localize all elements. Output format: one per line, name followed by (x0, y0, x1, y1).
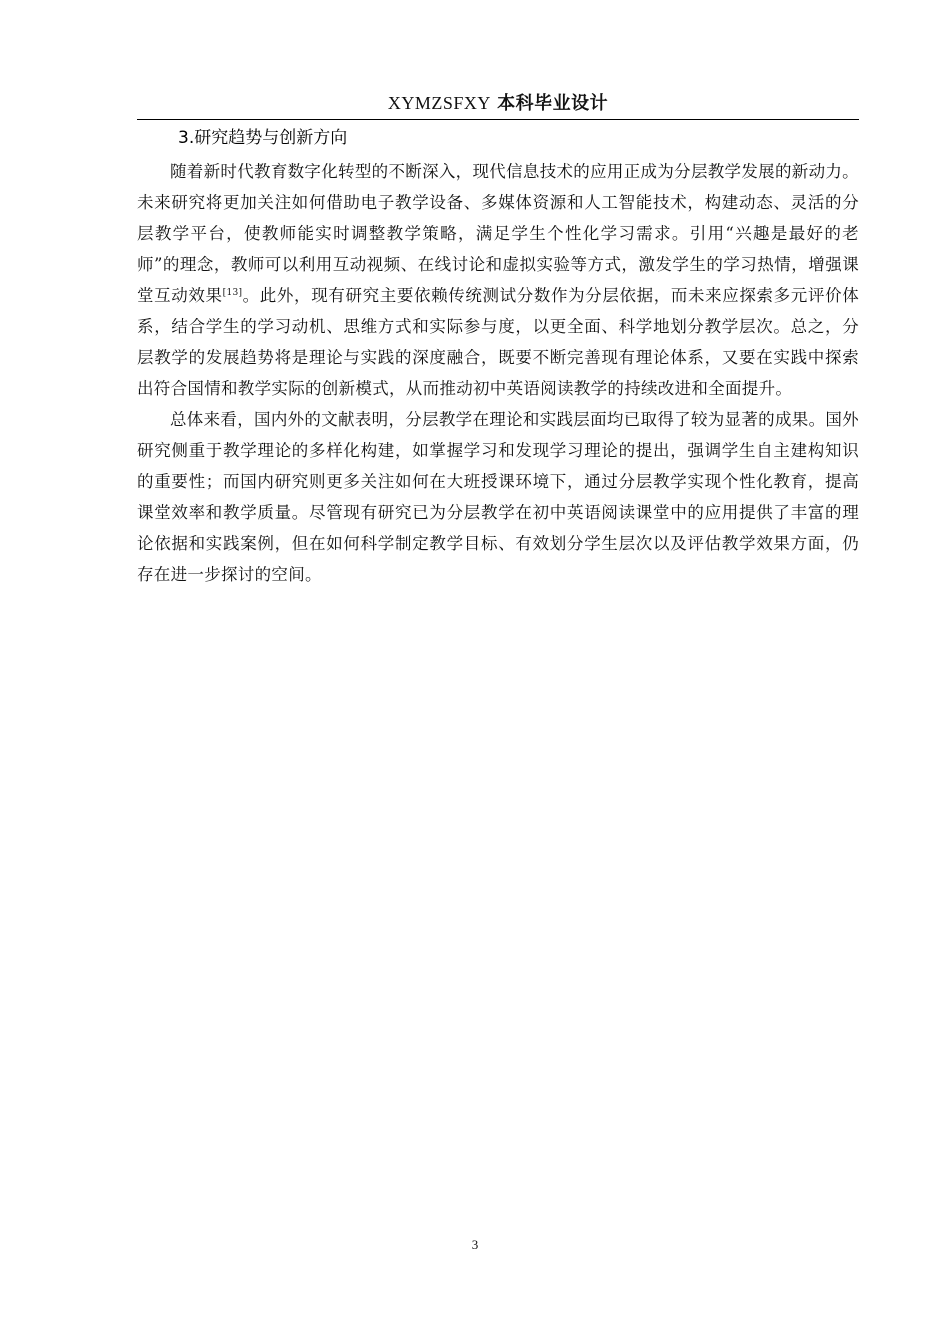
paragraph-1-text: 随着新时代教育数字化转型的不断深入，现代信息技术的应用正成为分层教学发展的新动力。未来研究将更加关注如何借助电子教学设备、多媒体资源和人工智能技术，构建动态、灵活的分层教学平台，使教师能实时调整教学策略，满足学生个性化学习需求。引用“兴趣是最好的老师”的理念，教师可以利用互动视频、在线讨论和虚拟实验等方式，激发学生的学习热情，增强课堂互动效果 (137, 162, 859, 305)
citation-ref: [13] (222, 288, 243, 298)
body-text (137, 156, 859, 590)
header-rule (137, 119, 859, 120)
paragraph-1 (137, 156, 859, 404)
paragraph-2: 总体来看，国内外的文献表明，分层教学在理论和实践层面均已取得了较为显著的成果。国外研究侧重于教学理论的多样化构建，如掌握学习和发现学习理论的提出，强调学生自主建构知识的重要性；而国内研究则更多关注如何在大班授课环境下，通过分层教学实现个性化教育，提高课堂效率和教学质量。尽管现有研究已为分层教学在初中英语阅读课堂中的应用提供了丰富的理论依据和实践案例，但在如何科学制定教学目标、有效划分学生层次以及评估教学效果方面，仍存在进一步探讨的空间。 (137, 410, 859, 584)
page-number: 3 (471, 1237, 479, 1252)
header-title: 本科毕业设计 (497, 93, 609, 114)
header-latin-text: XYMZSFXY (387, 93, 491, 113)
page-header (137, 90, 859, 117)
paragraph-1-text-cont: 。此外，现有研究主要依赖传统测试分数作为分层依据，而未来应探索多元评价体系，结合学生的学习动机、思维方式和实际参与度，以更全面、科学地划分教学层次。总之，分层教学的发展趋势将是理论与实践的深度融合，既要不断完善现有理论体系，又要在实践中探索出符合国情和教学实际的创新模式，从而推动初中英语阅读教学的持续改进和全面提升。 (137, 286, 859, 398)
section-heading: 3.研究趋势与创新方向 (178, 128, 348, 148)
